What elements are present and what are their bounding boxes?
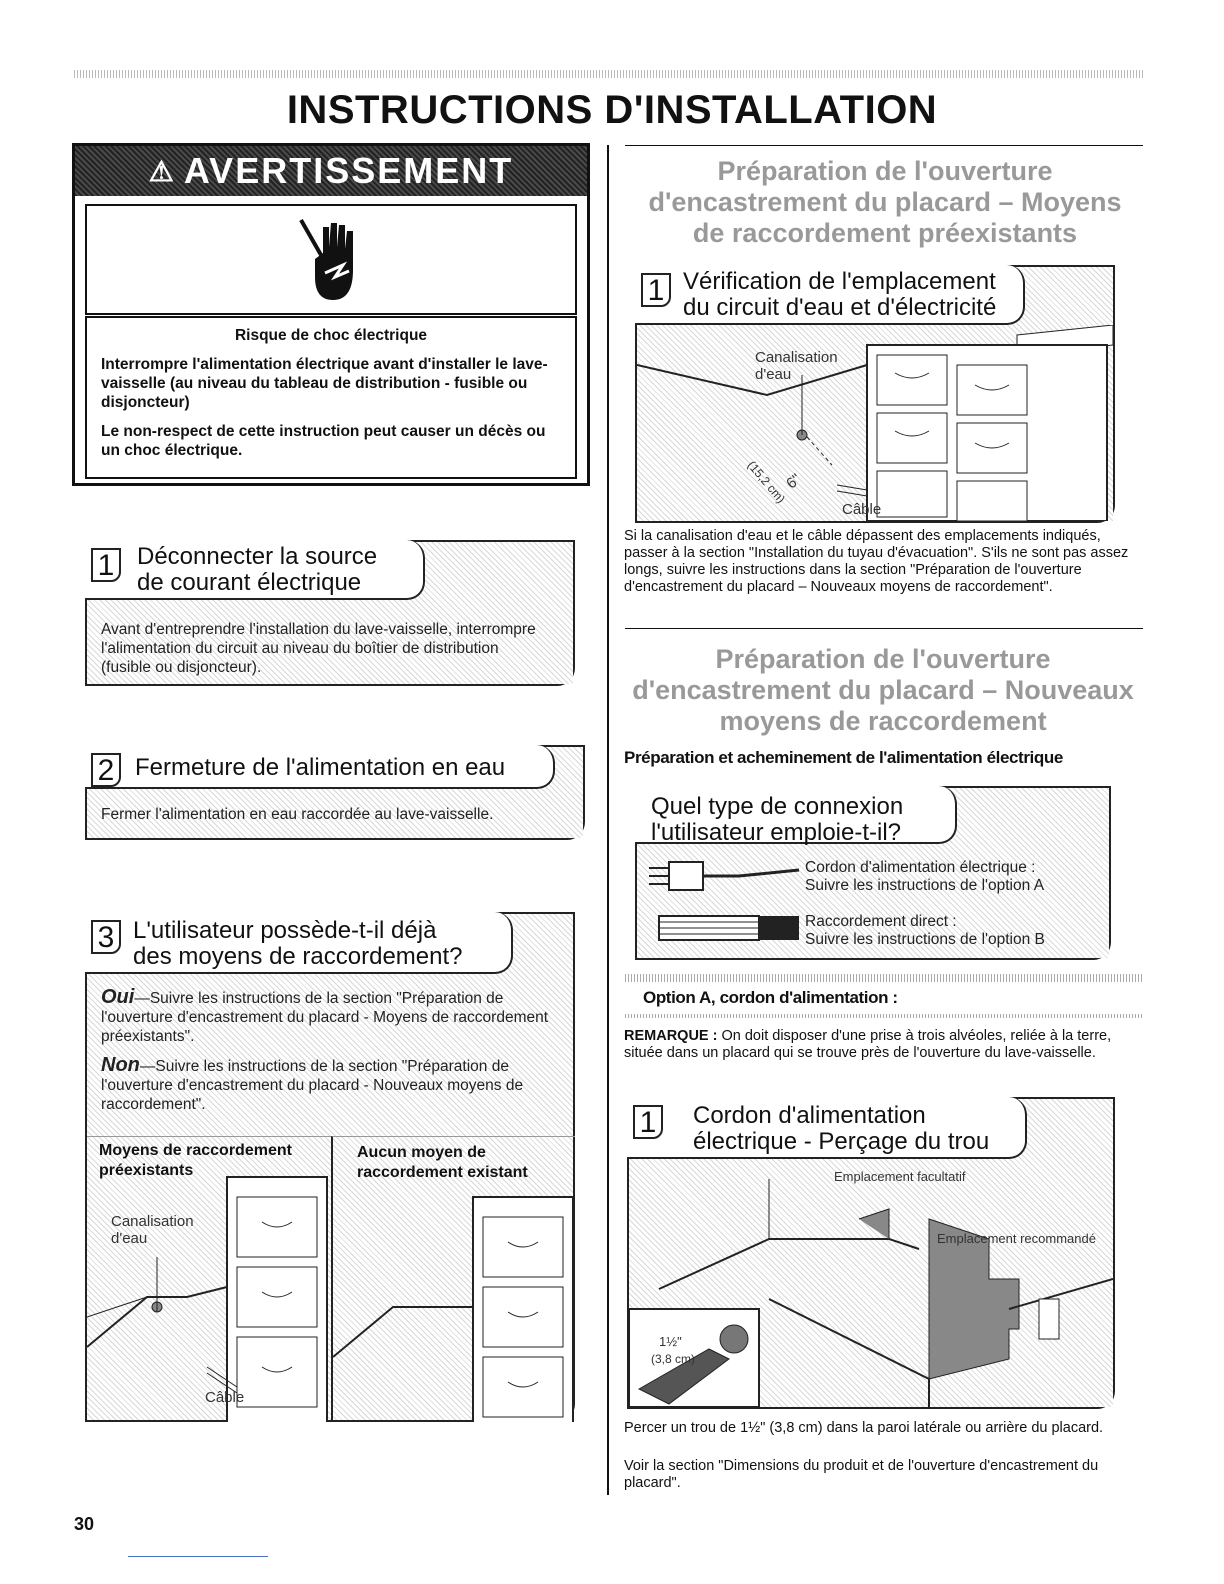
panel-title-existing: Moyens de raccordement préexistants bbox=[99, 1142, 292, 1179]
label-cable: Câble bbox=[205, 1389, 245, 1406]
step-drill-hole bbox=[627, 1097, 1115, 1409]
step-title-line2: des moyens de raccordement? bbox=[133, 943, 463, 970]
label-cable: Câble bbox=[842, 501, 882, 518]
drill-paragraph-1: Percer un trou de 1½" (3,8 cm) dans la paroi latérale ou arrière du placard. bbox=[624, 1420, 1104, 1436]
hatch-rule bbox=[625, 974, 1143, 982]
step-disconnect-power bbox=[85, 540, 575, 686]
verify-location-illustration bbox=[637, 325, 1113, 521]
warning-header bbox=[75, 146, 587, 196]
warning-line-1: Interrompre l'alimentation électrique avant d'installer le lave-vaisselle (au niveau du tableau de distribution - fusible ou disjoncteur) bbox=[101, 356, 548, 411]
step-title-line2: électrique - Perçage du trou bbox=[693, 1128, 990, 1155]
label-optional-location: Emplacement facultatif bbox=[834, 1169, 966, 1184]
hatch-rule bbox=[625, 1014, 1143, 1018]
section-heading-new: Préparation de l'ouverture d'encastrement du placard – Nouveaux moyens de raccordement bbox=[632, 644, 1134, 736]
step-title-line1: Cordon d'alimentation bbox=[693, 1102, 926, 1129]
section-rule bbox=[625, 628, 1143, 629]
step-number: 1 bbox=[633, 1105, 663, 1139]
option-a-line1: Cordon d'alimentation électrique : bbox=[805, 859, 1036, 876]
non-text: —Suivre les instructions de la section "Préparation de l'ouverture d'encastrement du placard - Nouveaux moyens de raccordement". bbox=[101, 1058, 524, 1113]
step-title-line1: Déconnecter la source bbox=[137, 543, 378, 570]
section1-paragraph: Si la canalisation d'eau et le câble dépassent des emplacements indiqués, passer à la section "Installation du tuyau d'évacuation". S'ils ne sont pas assez longs, suivre les instructions dans la section "Préparation de l'ouverture d'encastrement du placard – Nouveaux moyens de raccordement". bbox=[624, 528, 1129, 595]
no-connections-illustration bbox=[331, 1136, 575, 1422]
drill-paragraph-2: Voir la section "Dimensions du produit et de l'ouverture d'encastrement du placard". bbox=[624, 1458, 1099, 1491]
remark-text: On doit disposer d'une prise à trois alvéoles, reliée à la terre, située dans un placard qui se trouve près de l'ouverture du lave-vaisselle. bbox=[624, 1028, 1112, 1061]
warning-triangle-icon: ⚠ bbox=[148, 155, 176, 187]
label-size-cm: (3,8 cm) bbox=[651, 1352, 696, 1366]
warning-title: AVERTISSEMENT bbox=[183, 150, 514, 191]
question-line2: l'utilisateur emploie-t-il? bbox=[651, 819, 902, 846]
right-top-rule bbox=[625, 145, 1143, 146]
step-number: 3 bbox=[91, 920, 121, 954]
oui-label: Oui bbox=[101, 986, 135, 1008]
footer-line bbox=[128, 1556, 268, 1557]
page-title: INSTRUCTIONS D'INSTALLATION bbox=[286, 88, 938, 132]
label-recommended-location: Emplacement recommandé bbox=[937, 1231, 1096, 1246]
step-number: 1 bbox=[641, 273, 671, 307]
top-rule bbox=[74, 70, 1144, 78]
remark bbox=[624, 1028, 1140, 1062]
non-label: Non bbox=[101, 1054, 140, 1076]
label-size-in: 1½" bbox=[659, 1334, 682, 1349]
step-number: 2 bbox=[91, 753, 121, 787]
step-verify-location bbox=[635, 265, 1115, 523]
step-water-off bbox=[85, 745, 585, 840]
label-dimension-in: 6" bbox=[783, 470, 805, 493]
connection-type-box bbox=[635, 786, 1111, 960]
option-b-line2: Suivre les instructions de l'option B bbox=[805, 931, 1045, 948]
label-dimension-cm: (15,2 cm) bbox=[744, 458, 788, 506]
question-line1: Quel type de connexion bbox=[651, 793, 904, 820]
option-a-heading: Option A, cordon d'alimentation : bbox=[643, 988, 898, 1007]
existing-connections-illustration bbox=[87, 1136, 331, 1422]
option-b-line1: Raccordement direct : bbox=[805, 913, 957, 930]
panel-title-none: Aucun moyen de raccordement existant bbox=[357, 1144, 528, 1181]
warning-box bbox=[72, 143, 590, 486]
warning-risk: Risque de choc électrique bbox=[234, 327, 428, 344]
step-text: Fermer l'alimentation en eau raccordée au lave-vaisselle. bbox=[101, 806, 494, 823]
drill-hole-illustration bbox=[629, 1159, 1113, 1407]
label-water-line: Canalisation d'eau bbox=[111, 1213, 194, 1247]
step-title-line1: Vérification de l'emplacement bbox=[683, 268, 996, 295]
remark-label: REMARQUE : bbox=[624, 1028, 718, 1044]
warning-text bbox=[85, 316, 577, 479]
oui-text: —Suivre les instructions de la section "Préparation de l'ouverture d'encastrement du placard - Moyens de raccordement préexistants". bbox=[101, 990, 549, 1045]
electric-shock-hand-icon bbox=[291, 215, 371, 305]
option-a-line2: Suivre les instructions de l'option A bbox=[805, 877, 1045, 894]
step-existing-connections bbox=[85, 912, 575, 1422]
step-title: Fermeture de l'alimentation en eau bbox=[135, 754, 506, 781]
column-divider bbox=[607, 145, 609, 1495]
non-answer bbox=[101, 1056, 571, 1114]
subheading-power-prep: Préparation et acheminement de l'alimentation électrique bbox=[624, 748, 1063, 767]
warning-line-2: Le non-respect de cette instruction peut causer un décès ou un choc électrique. bbox=[101, 423, 546, 459]
step-text: Avant d'entreprendre l'installation du lave-vaisselle, interrompre l'alimentation du circuit au niveau du boîtier de distribution (fusible ou disjoncteur). bbox=[101, 621, 536, 676]
warning-graphic bbox=[85, 204, 577, 315]
page-number: 30 bbox=[74, 1514, 95, 1534]
step-number: 1 bbox=[91, 548, 121, 582]
label-water-line: Canalisation d'eau bbox=[755, 349, 838, 383]
step-title-line2: du circuit d'eau et d'électricité bbox=[683, 294, 997, 321]
oui-answer bbox=[101, 988, 571, 1046]
plug-and-wire-icons bbox=[649, 852, 809, 962]
step-title-line1: L'utilisateur possède-t-il déjà bbox=[133, 917, 437, 944]
section-heading-existing: Préparation de l'ouverture d'encastrement du placard – Moyens de raccordement préexistants bbox=[648, 156, 1122, 248]
step-title-line2: de courant électrique bbox=[137, 569, 362, 596]
